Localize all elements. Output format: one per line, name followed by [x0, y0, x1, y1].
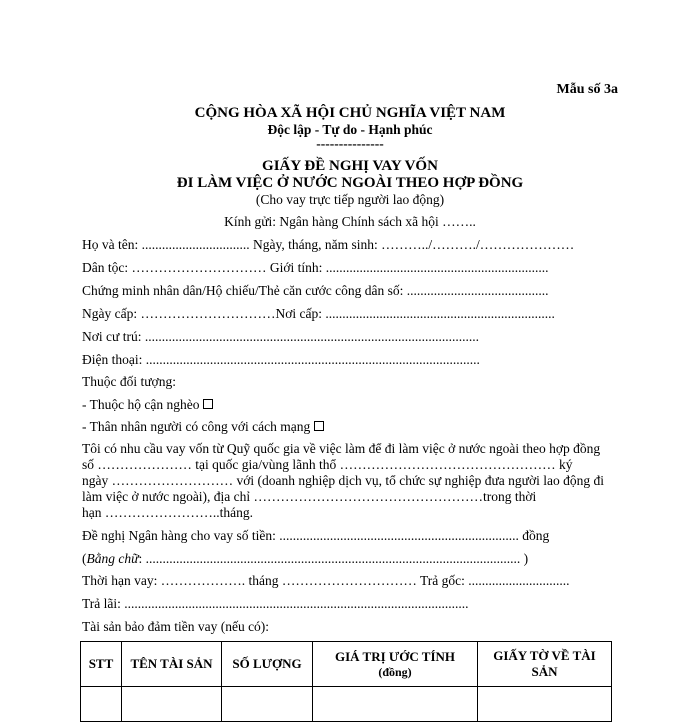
near-poor-option[interactable] — [82, 397, 213, 413]
loan-amount-field[interactable]: Đề nghị Ngân hàng cho vay số tiền: ....................................................................... đồng — [82, 528, 550, 543]
interest-field[interactable]: Trả lãi: ...................................................................................................... — [82, 596, 469, 611]
form-number: Mẫu số 3a — [556, 82, 618, 97]
addressee: Kính gửi: Ngân hàng Chính sách xã hội …….. — [224, 214, 476, 229]
table-cell[interactable] — [478, 687, 612, 722]
country-heading: CỘNG HÒA XÃ HỘI CHỦ NGHĨA VIỆT NAM — [194, 105, 506, 121]
in-words-label: Bằng chữ — [86, 551, 139, 566]
near-poor-checkbox[interactable] — [203, 399, 213, 409]
table-cell[interactable] — [313, 687, 478, 722]
col-estimated-value-unit: (đồng) — [378, 664, 412, 679]
loan-amount-words-field[interactable] — [82, 551, 528, 567]
paragraph-line[interactable]: ngày ……………………… với (doanh nghiệp dịch vụ, tổ chức sự nghiệp đưa người lao động đi — [82, 473, 604, 488]
in-words-value: : ............................................................................................................... ) — [138, 551, 529, 566]
col-quantity: SỐ LƯỢNG — [222, 642, 313, 687]
table-row[interactable] — [81, 687, 612, 722]
paragraph-line[interactable]: số ………………… tại quốc gia/vùng lãnh thổ ………………………………………… ký — [82, 457, 573, 472]
col-estimated-value — [313, 642, 478, 687]
id-number-field[interactable]: Chứng minh nhân dân/Hộ chiếu/Thẻ căn cước công dân số: .......................................... — [82, 283, 549, 298]
col-asset-name: TÊN TÀI SẢN — [122, 642, 222, 687]
loan-term-field[interactable]: Thời hạn vay: ………………. tháng ………………………… Trả gốc: .............................. — [82, 573, 570, 588]
ethnic-gender-field[interactable]: Dân tộc: ………………………… Giới tính: .................................................................. — [82, 260, 549, 275]
paren-open: ( — [82, 551, 87, 566]
col-asset-documents: GIẤY TỜ VỀ TÀI SẢN — [478, 642, 612, 687]
paragraph-line[interactable]: hạn ……………………..tháng. — [82, 505, 253, 520]
paragraph-line: Tôi có nhu cầu vay vốn từ Quỹ quốc gia về việc làm để đi làm việc ở nước ngoài theo hợp đồng — [82, 441, 601, 456]
collateral-table — [80, 641, 612, 722]
table-header-row — [81, 642, 612, 687]
table-cell[interactable] — [222, 687, 313, 722]
table-cell[interactable] — [122, 687, 222, 722]
form-subtitle: (Cho vay trực tiếp người lao động) — [255, 192, 445, 207]
table-cell[interactable] — [81, 687, 122, 722]
phone-field[interactable]: Điện thoại: ................................................................................................... — [82, 352, 480, 367]
collateral-label: Tài sản bảo đảm tiền vay (nếu có): — [82, 619, 270, 634]
national-motto: Độc lập - Tự do - Hạnh phúc — [267, 122, 433, 137]
revolution-label: - Thân nhân người có công với cách mạng — [82, 419, 311, 434]
revolution-option[interactable] — [82, 419, 324, 435]
col-estimated-value-label: GIÁ TRỊ ƯỚC TÍNH — [334, 648, 456, 664]
form-title: GIẤY ĐỀ NGHỊ VAY VỐN — [262, 158, 438, 174]
paragraph-line[interactable]: làm việc ở nước ngoài), địa chỉ ……………………………………………trong thời — [82, 489, 537, 504]
issue-date-place-field[interactable]: Ngày cấp: …………………………Nơi cấp: .................................................................... — [82, 306, 555, 321]
col-stt: STT — [81, 642, 122, 687]
name-dob-field[interactable]: Họ và tên: ................................ Ngày, tháng, năm sinh: ………../………./………………… — [82, 237, 575, 252]
header-separator: --------------- — [316, 136, 384, 151]
form-title-line2: ĐI LÀM VIỆC Ở NƯỚC NGOÀI THEO HỢP ĐỒNG — [176, 175, 524, 191]
beneficiary-label: Thuộc đối tượng: — [82, 374, 176, 389]
residence-field[interactable]: Nơi cư trú: ................................................................................................... — [82, 329, 479, 344]
revolution-checkbox[interactable] — [314, 421, 324, 431]
near-poor-label: - Thuộc hộ cận nghèo — [82, 397, 200, 412]
